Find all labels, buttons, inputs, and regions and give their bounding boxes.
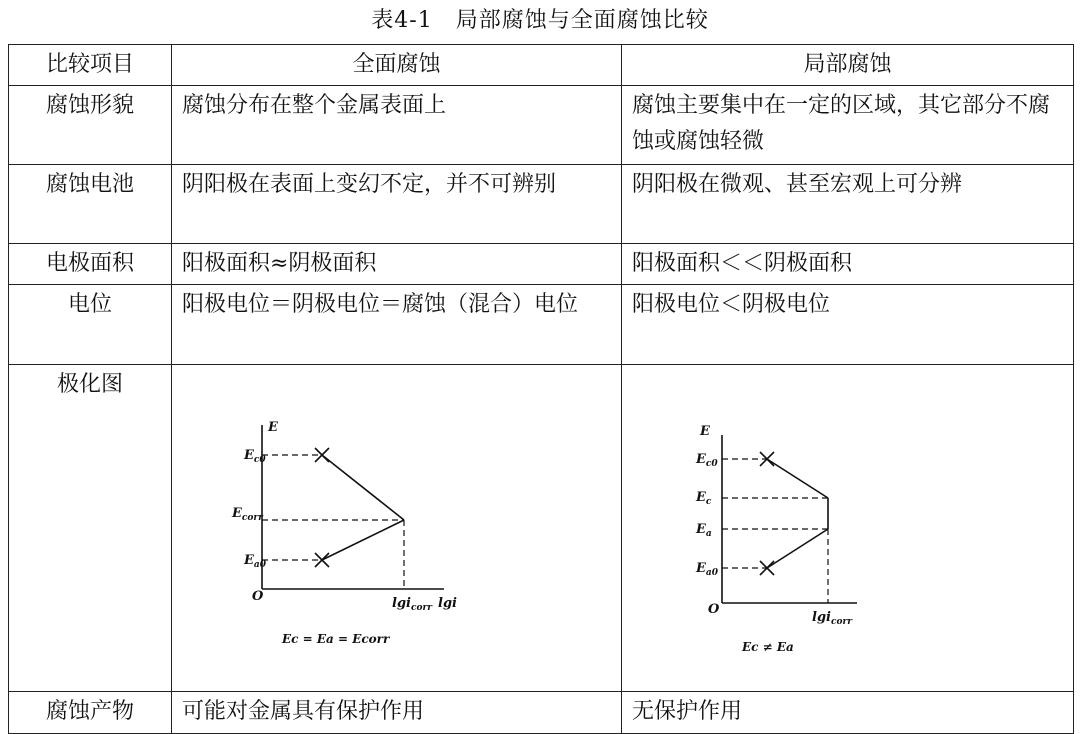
header-general: 全面腐蚀: [172, 45, 622, 86]
table-row: [9, 86, 1074, 165]
row-local: 阳极电位＜阴极电位: [622, 285, 1074, 365]
anodic-line: [322, 520, 404, 560]
row-item: 极化图: [9, 365, 172, 692]
polarization-diagram-general: [182, 367, 632, 677]
row-general: 阳极电位＝阴极电位＝腐蚀（混合）电位: [172, 285, 622, 365]
label-ec0: $E_{c0}$: [696, 452, 718, 469]
row-general: 阳极面积≈阴极面积: [172, 244, 622, 285]
row-general: 可能对金属具有保护作用: [172, 692, 622, 734]
table-header-row: [9, 45, 1074, 86]
row-local: 阴阳极在微观、甚至宏观上可分辨: [622, 165, 1074, 244]
origin-label: O: [708, 602, 720, 617]
table-caption: 表4-1 局部腐蚀与全面腐蚀比较: [371, 8, 709, 33]
row-general: 阴阳极在表面上变幻不定，并不可辨别: [172, 165, 622, 244]
table-row-diagrams: [9, 365, 1074, 692]
y-axis-label: E: [268, 420, 278, 435]
row-item: 电位: [9, 285, 172, 365]
label-lgicorr: lgi$_{corr}$: [812, 610, 852, 627]
table-row: [9, 244, 1074, 285]
row-item: 电极面积: [9, 244, 172, 285]
comparison-table: [8, 44, 1074, 734]
cathodic-line: [322, 455, 404, 520]
label-ecorr: $E_{corr}$: [232, 506, 263, 523]
polarization-diagram-general-cell: [172, 365, 622, 692]
anodic-line: [767, 529, 828, 568]
row-general: 腐蚀分布在整个金属表面上: [172, 86, 622, 165]
polarization-diagram-local-cell: [622, 365, 1074, 692]
label-ec0: $E_{c0}$: [244, 448, 266, 465]
polarization-diagram-local: [632, 367, 1080, 677]
table-row: [9, 285, 1074, 365]
table-row: [9, 165, 1074, 244]
label-ea0: $E_{a0}$: [244, 553, 267, 570]
equation-local: Ec ≠ Ea: [742, 640, 794, 654]
label-ea0: $E_{a0}$: [696, 561, 719, 578]
row-item: 腐蚀电池: [9, 165, 172, 244]
label-ea: $E_a$: [696, 522, 712, 539]
row-local: 腐蚀主要集中在一定的区域，其它部分不腐蚀或腐蚀轻微: [622, 86, 1074, 165]
origin-label: O: [252, 589, 264, 604]
row-item: 腐蚀产物: [9, 692, 172, 734]
table-row: [9, 692, 1074, 734]
header-item: 比较项目: [9, 45, 172, 86]
x-axis-label: lgi: [438, 596, 457, 611]
equation-general: Ec = Ea = Ecorr: [282, 632, 390, 646]
label-lgicorr: lgi$_{corr}$: [392, 596, 432, 613]
row-local: 无保护作用: [622, 692, 1074, 734]
header-local: 局部腐蚀: [622, 45, 1074, 86]
label-ec: $E_c$: [696, 490, 712, 507]
row-local: 阳极面积＜＜阴极面积: [622, 244, 1074, 285]
row-item: 腐蚀形貌: [9, 86, 172, 165]
cathodic-line: [767, 459, 828, 498]
y-axis-label: E: [700, 424, 710, 439]
